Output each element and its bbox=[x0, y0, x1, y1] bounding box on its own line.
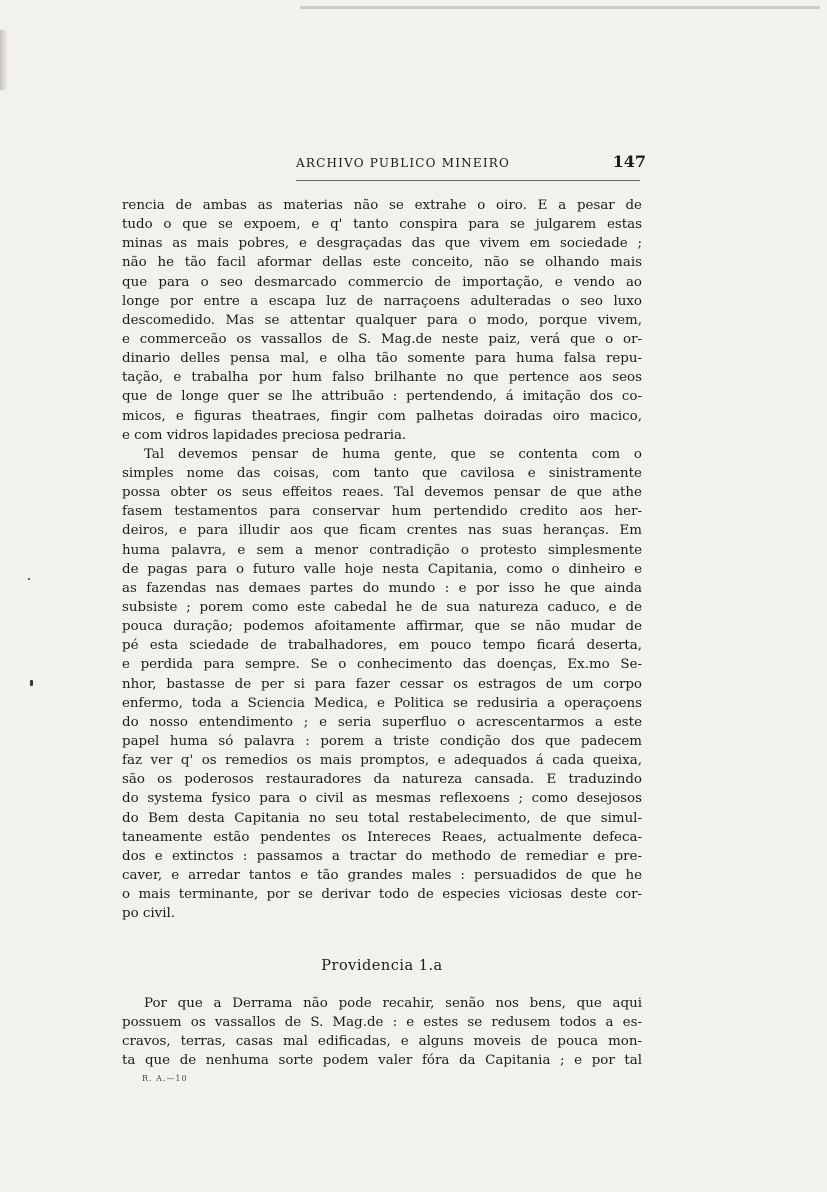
text-line: longe por entre a escapa luz de narraçoens adulteradas o seo luxo bbox=[122, 293, 642, 309]
text-line: subsiste ; porem como este cabedal he de sua natureza caduco, e de bbox=[122, 599, 642, 615]
text-line: que para o seo desmarcado commercio de importação, e vendo ao bbox=[122, 274, 642, 290]
text-line: dinario delles pensa mal, e olha tão somente para huma falsa repu- bbox=[122, 351, 642, 367]
text-line: taneamente estão pendentes os Intereces Reaes, actualmente defeca- bbox=[122, 829, 642, 845]
paragraph-2 bbox=[122, 445, 642, 924]
text-line: pé esta sciedade de trabalhadores, em pouco tempo ficará deserta, bbox=[122, 638, 642, 654]
text-line: po civil. bbox=[122, 906, 176, 922]
text-line: descomedido. Mas se attentar qualquer para o modo, porque vivem, bbox=[122, 312, 642, 328]
text-line: simples nome das coisas, com tanto que cavilosa e sinistramente bbox=[122, 465, 642, 481]
main-text bbox=[122, 196, 642, 923]
text-line: tação, e trabalha por hum falso brilhante no que pertence aos seos bbox=[122, 370, 642, 386]
text-line: dos e extinctos : passamos a tractar do methodo de remediar e pre- bbox=[122, 848, 642, 864]
page-edge-rule bbox=[300, 6, 820, 9]
text-line: papel huma só palavra : porem a triste condição dos que padecem bbox=[122, 733, 642, 749]
text-line: e perdida para sempre. Se o conhecimento das doenças, Ex.mo Se- bbox=[122, 657, 642, 673]
text-line: pouca duração; podemos afoitamente affirmar, que se não mudar de bbox=[122, 619, 642, 635]
text-line: cravos, terras, casas mal edificadas, e alguns moveis de pouca mon- bbox=[122, 1034, 642, 1050]
paragraph-3 bbox=[122, 994, 642, 1071]
text-line: Tal devemos pensar de huma gente, que se contenta com o bbox=[144, 446, 642, 462]
paper-speck bbox=[28, 578, 30, 580]
text-line: faz ver q' os remedios os mais promptos, e adequados á cada queixa, bbox=[122, 753, 642, 769]
signature-mark: R. A.—10 bbox=[142, 1074, 188, 1083]
text-line: as fazendas nas demaes partes do mundo : e por isso he que ainda bbox=[122, 580, 642, 596]
text-line: Por que a Derrama não pode recahir, senão nos bens, que aqui bbox=[144, 996, 642, 1011]
text-line: micos, e figuras theatraes, fingir com palhetas doiradas oiro macico, bbox=[122, 408, 642, 424]
text-line: nhor, bastasse de per si para fazer cessar os estragos de um corpo bbox=[122, 676, 642, 692]
text-line: enfermo, toda a Sciencia Medica, e Politica se redusiria a operaçoens bbox=[122, 695, 642, 711]
text-line: do Bem desta Capitania no seu total restabelecimento, de que simul- bbox=[122, 810, 642, 826]
text-line: possa obter os seus effeitos reaes. Tal devemos pensar de que athe bbox=[122, 485, 642, 501]
text-line: rencia de ambas as materias não se extrahe o oiro. E a pesar de bbox=[122, 198, 642, 213]
running-header bbox=[296, 152, 646, 171]
text-line: caver, e arredar tantos e tão grandes males : persuadidos de que he bbox=[122, 867, 642, 883]
page-number: 147 bbox=[612, 152, 646, 171]
margin-mark bbox=[30, 680, 33, 686]
header-rule bbox=[296, 180, 640, 181]
text-line: que de longe quer se lhe attribuão : pertendendo, á imitação dos co- bbox=[122, 389, 642, 405]
text-line: tudo o que se expoem, e q' tanto conspira para se julgarem estas bbox=[122, 217, 642, 233]
text-line: o mais terminante, por se derivar todo de especies viciosas deste cor- bbox=[122, 887, 642, 903]
text-line: de pagas para o futuro valle hoje nesta Capitania, como o dinheiro e bbox=[122, 561, 642, 577]
binding-shadow bbox=[0, 30, 8, 90]
text-line: possuem os vassallos de S. Mag.de : e estes se redusem todos a es- bbox=[122, 1015, 642, 1031]
text-line: do nosso entendimento ; e seria superfluo o acrescentarmos a este bbox=[122, 714, 642, 730]
text-line: minas as mais pobres, e desgraçadas das que vivem em sociedade ; bbox=[122, 236, 642, 252]
text-line: ta que de nenhuma sorte podem valer fóra da Capitania ; e por tal bbox=[122, 1053, 642, 1069]
text-line: e commerceão os vassallos de S. Mag.de neste paiz, verá que o or- bbox=[122, 331, 642, 347]
text-line: do systema fysico para o civil as mesmas reflexoens ; como desejosos bbox=[122, 791, 642, 807]
section-heading: Providencia 1.a bbox=[321, 958, 443, 974]
text-line: deiros, e para illudir aos que ficam crentes nas suas heranças. Em bbox=[122, 523, 642, 539]
text-line: não he tão facil aformar dellas este conceito, não se olhando mais bbox=[122, 255, 642, 271]
text-line: fasem testamentos para conservar hum pertendido credito aos her- bbox=[122, 504, 642, 520]
paragraph-1 bbox=[122, 196, 642, 445]
text-line: huma palavra, e sem a menor contradição o protesto simplesmente bbox=[122, 542, 642, 558]
text-line: e com vidros lapidades preciosa pedraria. bbox=[122, 427, 407, 443]
running-title: ARCHIVO PUBLICO MINEIRO bbox=[296, 156, 511, 170]
text-line: são os poderosos restauradores da natureza cansada. E traduzindo bbox=[122, 772, 642, 788]
